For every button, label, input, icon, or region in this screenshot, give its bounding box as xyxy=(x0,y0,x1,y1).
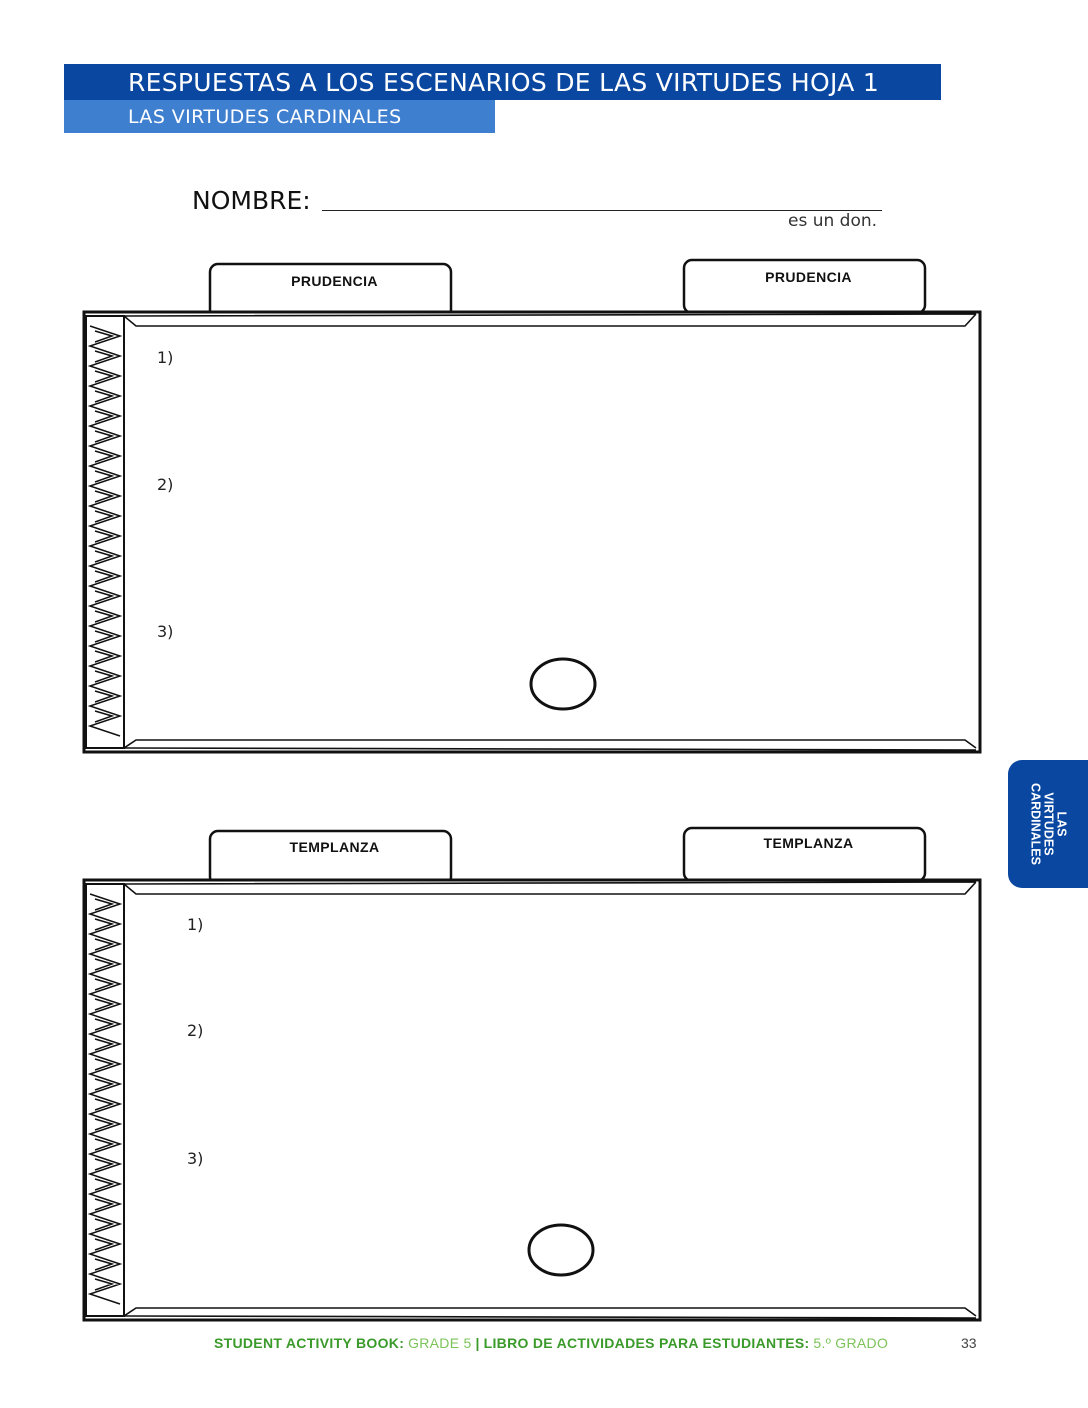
virtue-sheet-prudencia xyxy=(0,256,1088,766)
seal-circle xyxy=(531,659,595,709)
footer-en-label: STUDENT ACTIVITY BOOK: xyxy=(214,1335,405,1351)
tab-right-label: TEMPLANZA xyxy=(763,835,854,851)
page-title: RESPUESTAS A LOS ESCENARIOS DE LAS VIRTUDES HOJA 1 xyxy=(128,68,880,97)
name-label: NOMBRE: xyxy=(192,186,311,215)
tab-left-label: PRUDENCIA xyxy=(291,273,378,289)
footer-es-label: LIBRO DE ACTIVIDADES PARA ESTUDIANTES: xyxy=(483,1335,810,1351)
header-title-bar xyxy=(64,64,941,100)
virtue-sheet-templanza xyxy=(0,824,1088,1334)
answer-1-label: 1) xyxy=(157,348,174,367)
footer-book-title xyxy=(214,1335,888,1351)
page-number: 33 xyxy=(961,1335,977,1351)
footer-es-grade: 5.º GRADO xyxy=(813,1335,889,1351)
envelope-frame xyxy=(0,824,1088,1334)
footer-separator: | xyxy=(475,1335,480,1351)
footer-en-grade: GRADE 5 xyxy=(408,1335,472,1351)
answer-3-label: 3) xyxy=(157,622,174,641)
seal-circle xyxy=(529,1225,593,1275)
header-subtitle-bar xyxy=(64,100,495,133)
tab-right-shape xyxy=(684,260,925,313)
tab-right-label: PRUDENCIA xyxy=(765,269,852,285)
chapter-side-tab-label: LAS VIRTUDES CARDINALES xyxy=(1028,783,1069,865)
answer-2-label: 2) xyxy=(187,1021,204,1040)
envelope-frame xyxy=(0,256,1088,766)
page-subtitle: LAS VIRTUDES CARDINALES xyxy=(128,106,402,128)
answer-1-label: 1) xyxy=(187,915,204,934)
answer-2-label: 2) xyxy=(157,475,174,494)
chapter-side-tab xyxy=(1008,760,1088,888)
tab-left-label: TEMPLANZA xyxy=(289,839,380,855)
name-suffix: es un don. xyxy=(788,211,878,231)
answer-3-label: 3) xyxy=(187,1149,204,1168)
